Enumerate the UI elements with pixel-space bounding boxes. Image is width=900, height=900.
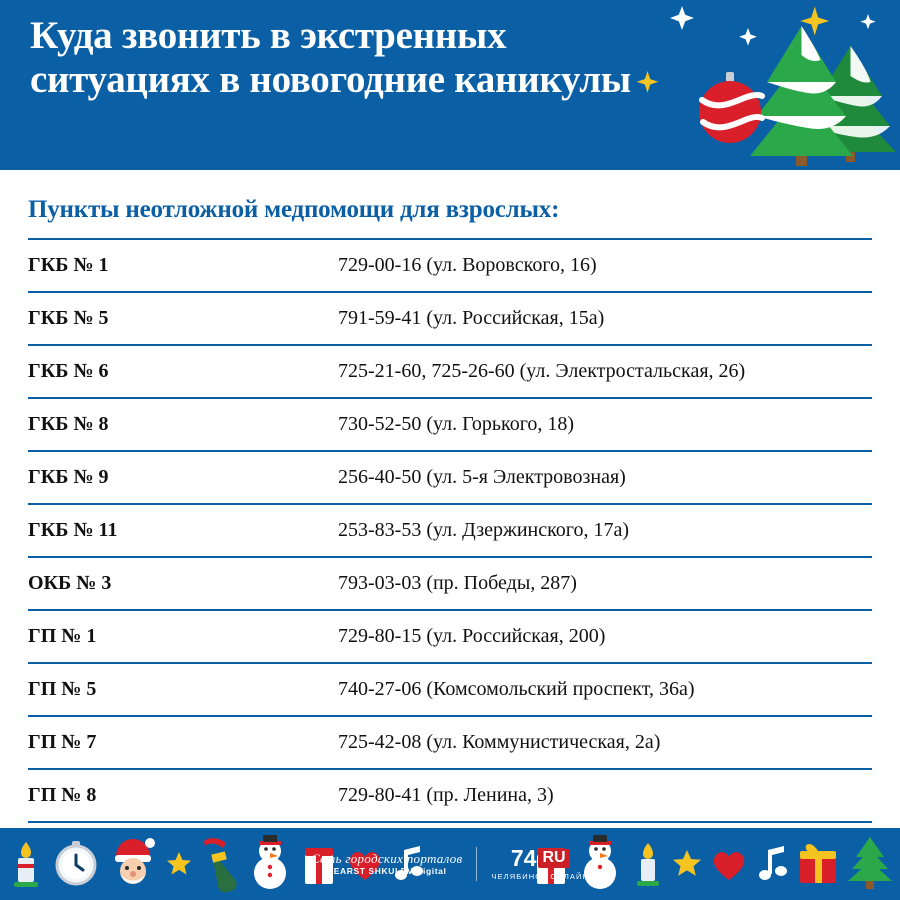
table-row xyxy=(28,663,872,716)
header-decoration xyxy=(610,0,900,170)
star-icon xyxy=(166,851,192,877)
table-row xyxy=(28,398,872,451)
table-row xyxy=(28,239,872,292)
clock-icon xyxy=(52,839,100,889)
facility-name: ГКБ № 5 xyxy=(28,292,338,345)
facility-contact: 730-52-50 (ул. Горького, 18) xyxy=(338,398,872,451)
network-logo xyxy=(311,852,463,877)
facility-contact: 729-80-15 (ул. Российская, 200) xyxy=(338,610,872,663)
facility-name: ГКБ № 1 xyxy=(28,239,338,292)
table-row xyxy=(28,292,872,345)
facility-contact: 256-40-50 (ул. 5-я Электровозная) xyxy=(338,451,872,504)
candle-icon xyxy=(630,837,666,891)
facility-contact: 740-27-06 (Комсомольский проспект, 36а) xyxy=(338,663,872,716)
facility-contact: 725-21-60, 725-26-60 (ул. Электростальская, 26) xyxy=(338,345,872,398)
facility-name: ГП № 5 xyxy=(28,663,338,716)
facility-name: ОКБ № 3 xyxy=(28,557,338,610)
snowman-icon xyxy=(246,835,294,893)
poster-footer xyxy=(0,828,900,900)
contacts-table xyxy=(28,238,872,823)
table-row xyxy=(28,557,872,610)
facility-name: ГП № 7 xyxy=(28,716,338,769)
network-logo-line1: Сеть городских порталов xyxy=(310,850,463,866)
gift-box-icon xyxy=(796,839,840,889)
table-row xyxy=(28,504,872,557)
facility-name: ГП № 8 xyxy=(28,769,338,822)
facility-contact: 793-03-03 (пр. Победы, 287) xyxy=(338,557,872,610)
poster-header xyxy=(0,0,900,170)
heart-icon xyxy=(708,843,750,885)
contacts-table-body xyxy=(28,239,872,822)
sparkle-star-white xyxy=(670,6,876,46)
footer-divider xyxy=(476,847,477,881)
santa-icon xyxy=(106,835,160,893)
table-row xyxy=(28,345,872,398)
facility-name: ГКБ № 8 xyxy=(28,398,338,451)
brand-domain: RU xyxy=(538,849,569,868)
brand-number: 74 xyxy=(510,845,537,872)
page-title: Куда звонить в экстренных ситуациях в новогодние каникулы xyxy=(30,14,631,101)
christmas-tree-icon xyxy=(846,835,894,893)
facility-contact: 253-83-53 (ул. Дзержинского, 17а) xyxy=(338,504,872,557)
brand-subtitle: ЧЕЛЯБИНСК ОНЛАЙН xyxy=(491,872,590,882)
facility-name: ГКБ № 9 xyxy=(28,451,338,504)
facility-name: ГП № 1 xyxy=(28,610,338,663)
table-row xyxy=(28,769,872,822)
facility-contact: 791-59-41 (ул. Российская, 15а) xyxy=(338,292,872,345)
facility-contact: 725-42-08 (ул. Коммунистическая, 2а) xyxy=(338,716,872,769)
star-icon xyxy=(672,849,702,879)
table-row xyxy=(28,716,872,769)
section-title: Пункты неотложной медпомощи для взрослых: xyxy=(28,196,560,223)
christmas-ball xyxy=(699,72,762,143)
champagne-icon xyxy=(198,835,240,893)
candle-icon xyxy=(6,836,46,892)
network-logo-line2: HEARST SHKULEV Digital xyxy=(326,866,447,877)
brand-74ru-top xyxy=(511,847,570,870)
brand-74ru-logo xyxy=(491,847,589,881)
footer-brands xyxy=(311,847,589,881)
poster-content xyxy=(0,170,900,828)
music-note-icon xyxy=(756,844,790,884)
facility-name: ГКБ № 6 xyxy=(28,345,338,398)
table-row xyxy=(28,451,872,504)
facility-name: ГКБ № 11 xyxy=(28,504,338,557)
facility-contact: 729-00-16 (ул. Воровского, 16) xyxy=(338,239,872,292)
facility-contact: 729-80-41 (пр. Ленина, 3) xyxy=(338,769,872,822)
table-row xyxy=(28,610,872,663)
